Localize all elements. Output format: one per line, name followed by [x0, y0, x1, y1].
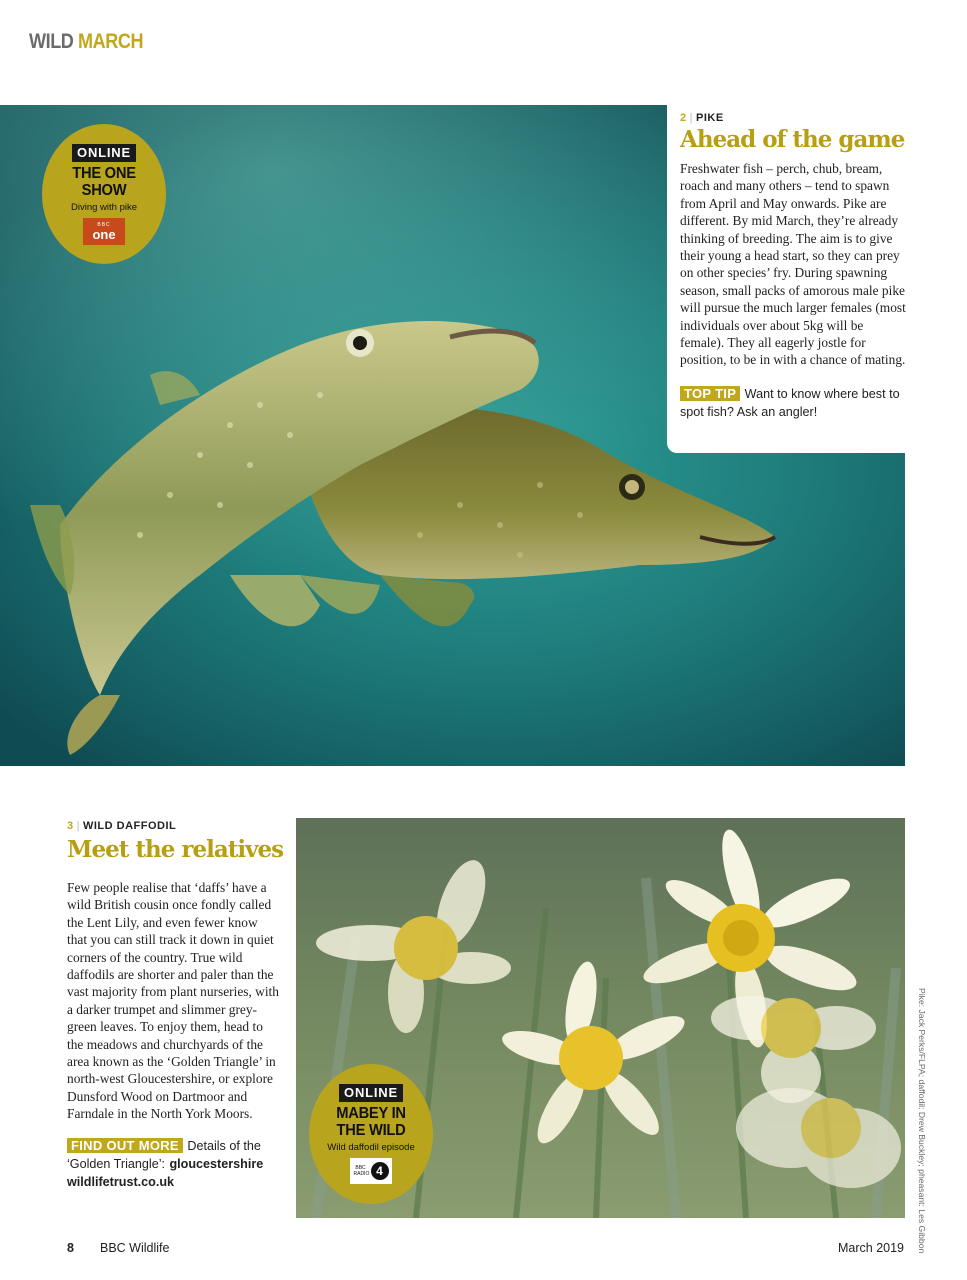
kicker-divider: |	[76, 820, 80, 832]
badge-subtitle: Diving with pike	[71, 202, 137, 213]
bbc-radio-4-logo-icon: BBC RADIO 4	[350, 1158, 392, 1184]
pike-headline: Ahead of the game	[680, 126, 905, 153]
section-masthead	[29, 30, 143, 54]
pike-kicker-label: PIKE	[695, 112, 724, 124]
daffodil-article	[67, 820, 287, 1191]
daffodil-headline: Meet the relatives	[67, 836, 284, 863]
pike-body: Freshwater fish – perch, chub, bream, roach and many others – tend to spawn from April and May onwards. Pike are different. By mid March, they’re already thinking of breeding. The aim is to give their young a head start, so they can prey on other species’ fry. During spawning season, small packs of amorous male pike will pursue the much larger females (most individuals over about 5kg will be female). They all eagerly jostle for position, to be in with a chance of mating.	[680, 161, 906, 368]
top-tip-text: Want to know where best to spot fish? Ask an angler!	[680, 386, 900, 419]
pike-article	[667, 105, 907, 453]
find-out-more	[67, 1137, 281, 1191]
masthead-word-wild: WILD	[29, 30, 74, 53]
find-out-more-text: Details of the ‘Golden Triangle’:	[67, 1138, 261, 1171]
badge-title-line1: THE ONE	[72, 165, 136, 182]
top-tip-tag: TOP TIP	[680, 386, 740, 401]
page-number: 8	[67, 1241, 74, 1255]
kicker-divider: |	[689, 112, 693, 124]
daffodil-kicker-number: 3	[67, 820, 74, 832]
pike-top-tip	[680, 385, 902, 421]
photo-credit-text: Pike: Jack Perks/FLPA; daffodil: Drew Buckley; pheasant: Les Gibbon	[917, 988, 927, 1254]
online-label: ONLINE	[72, 144, 136, 162]
pike-kicker-number: 2	[680, 112, 687, 124]
issue-date: March 2019	[838, 1241, 905, 1255]
online-label: ONLINE	[339, 1084, 403, 1102]
find-out-more-link[interactable]: gloucestershire wildlifetrust.co.uk	[67, 1156, 264, 1189]
find-out-more-tag: FIND OUT MORE	[67, 1138, 183, 1153]
badge-title-line1: MABEY IN	[336, 1105, 406, 1122]
online-badge-mabey-in-the-wild	[309, 1064, 433, 1204]
daffodil-kicker-label: WILD DAFFODIL	[82, 820, 177, 832]
daffodil-body: Few people realise that ‘daffs’ have a wild British cousin once fondly called the Lent Lily, and even fewer know that you can still track it down in quiet corners of the country. True wild daffodils are shorter and paler than the vast majority from plant nurseries, with a darker trumpet and slimmer grey-green leaves. To enjoy them, head to the meadows and churchyards of the area known as the ‘Golden Triangle’ in north-west Gloucestershire, or explore Dunsford Wood on Dartmoor and Farndale in the North York Moors.	[67, 880, 279, 1122]
photo-credit	[916, 988, 928, 1254]
bbc-one-logo-icon: BBC one	[83, 218, 125, 245]
daffodil-kicker	[67, 820, 287, 832]
pike-kicker	[680, 112, 907, 124]
online-badge-the-one-show	[42, 124, 166, 264]
badge-title-line2: THE WILD	[336, 1122, 406, 1139]
magazine-name: BBC Wildlife	[100, 1241, 170, 1255]
badge-subtitle: Wild daffodil episode	[327, 1142, 415, 1153]
masthead-word-march: MARCH	[78, 30, 144, 53]
badge-title-line2: SHOW	[81, 182, 127, 199]
